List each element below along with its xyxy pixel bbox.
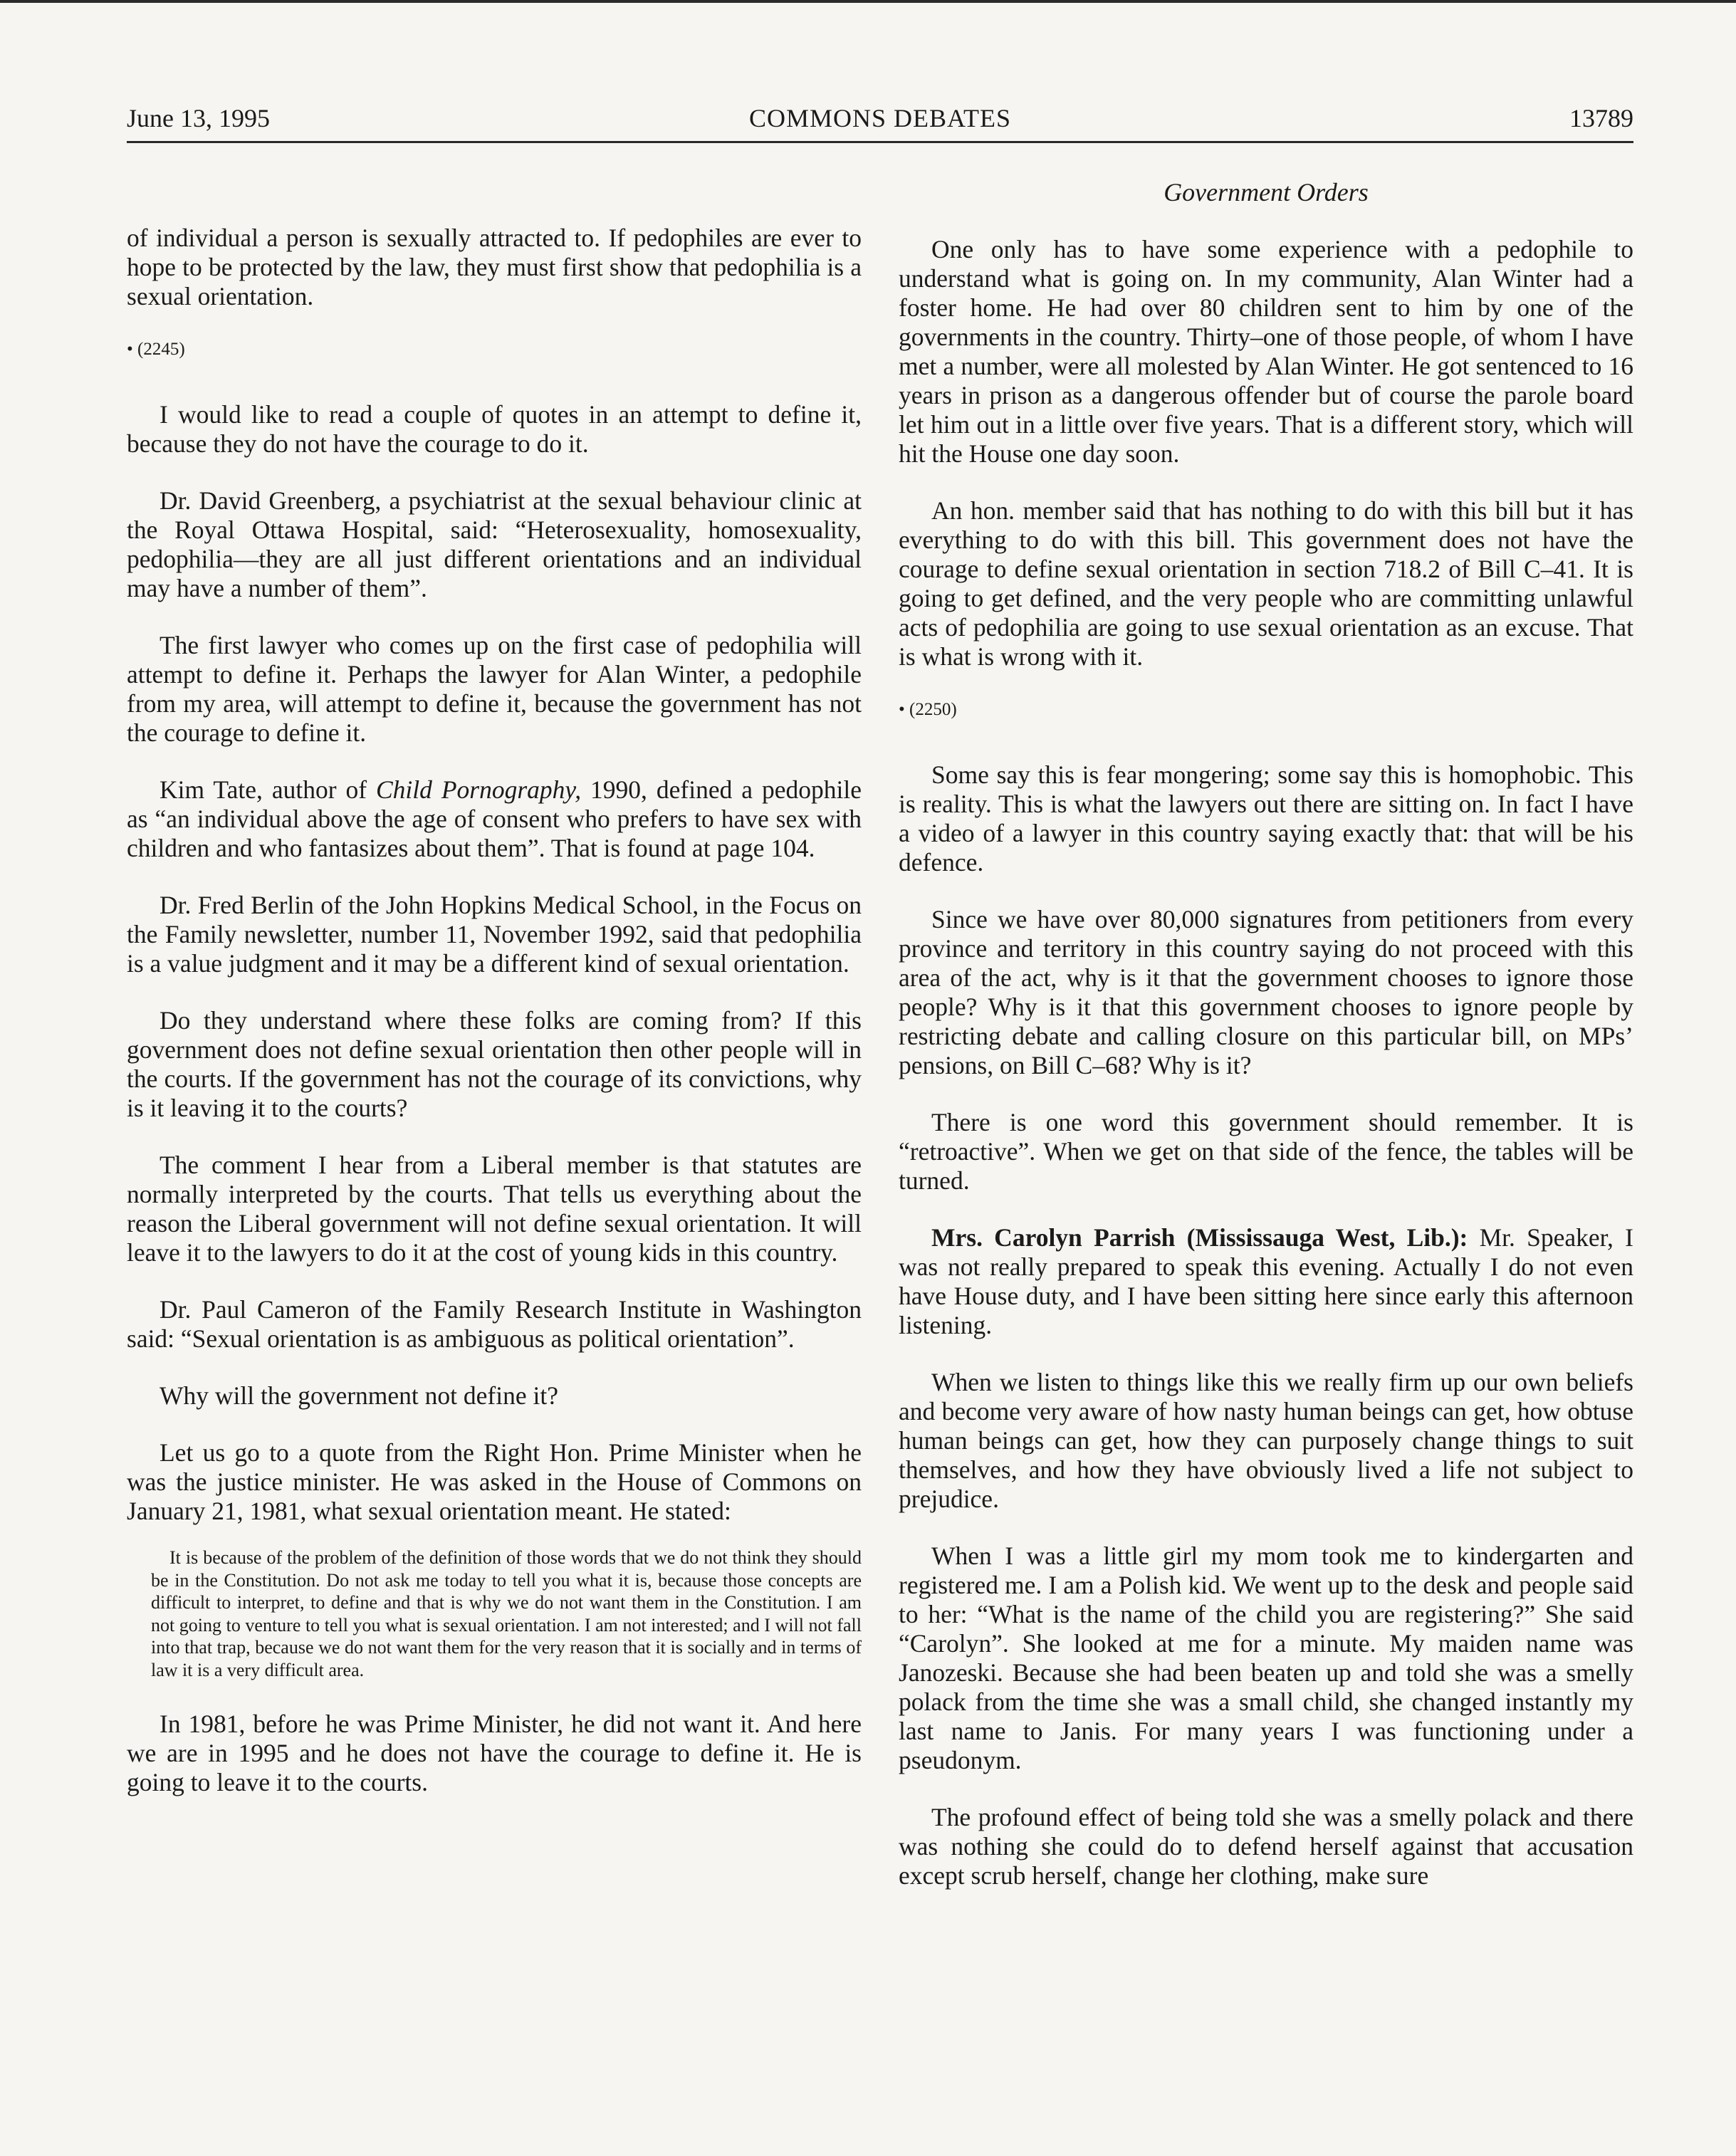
top-border (0, 0, 1736, 3)
speaker-name: Mrs. Carolyn Parrish (Mississauga West, Lib.): (931, 1223, 1468, 1252)
paragraph: Why will the government not define it? (160, 1381, 558, 1410)
time-stamp: • (2250) (899, 700, 957, 719)
block-quote: It is because of the problem of the definition of those words that we do not think they should be in the Constitution. Do not ask me today to tell you what it is, because those concepts are difficult to interpret, to define and that is why we do not want them in the Constitution. I am not going to venture to tell you what is sexual orientation. I am not interested; and I will not fall into that trap, because we do not want them for the very reason that it is socially and in terms of law it is a very difficult area. (151, 1547, 862, 1680)
header-rule (127, 141, 1633, 143)
paragraph (899, 1223, 1633, 1340)
paragraph: When I was a little girl my mom took me to kindergarten and registered me. I am a Polish kid. We went up to the desk and people said to her: “What is the name of the child you are registering?” She said “Carolyn”. She looked at me for a minute. My maiden name was Janozeski. Because she had been beaten up and told she was a smelly polack from the time she was a small child, she changed instantly my last name to Janis. For many years I was functioning under a pseudonym. (899, 1542, 1633, 1774)
header-title: COMMONS DEBATES (748, 104, 1012, 132)
paragraph: In 1981, before he was Prime Minister, he did not want it. And here we are in 1995 and he does not have the courage to define it. He is going to leave it to the courts. (127, 1710, 862, 1796)
header-date: June 13, 1995 (127, 104, 270, 132)
paragraph-text: Kim Tate, author of (160, 775, 376, 804)
paragraph (127, 775, 862, 863)
paragraph: An hon. member said that has nothing to do with this bill but it has everything to do with this bill. This government does not have the courage to define sexual orientation in section 718.2 of Bill C–41. It is going to get defined, and the very people who are committing unlawful acts of pedophilia are going to use sexual orientation as an excuse. That is what is wrong with it. (899, 496, 1633, 671)
paragraph: One only has to have some experience with a pedophile to understand what is going on. In my community, Alan Winter had a foster home. He had over 80 children sent to him by one of the governments in the country. Thirty–one of those people, of whom I have met a number, were all molested by Alan Winter. He got sentenced to 16 years in prison as a dangerous offender but of course the parole board let him out in a little over five years. That is a different story, which will hit the House one day soon. (899, 235, 1633, 468)
left-column (127, 224, 862, 1825)
paragraph: There is one word this government should remember. It is “retroactive”. When we get on that side of the fence, the tables will be turned. (899, 1108, 1633, 1195)
paragraph: Let us go to a quote from the Right Hon. Prime Minister when he was the justice minister. He was asked in the House of Commons on January 21, 1981, what sexual orientation meant. He stated: (127, 1438, 862, 1525)
paragraph-text: Mr. Speaker, I was not really prepared to speak this evening. Actually I do not even have House duty, and I have been sitting here since early this afternoon listening. (899, 1223, 1633, 1339)
paragraph: Some say this is fear mongering; some say this is homophobic. This is reality. This is what the lawyers out there are sitting on. In fact I have a video of a lawyer in this country saying exactly that: that will be his defence. (899, 760, 1633, 876)
paragraph: The profound effect of being told she was a smelly polack and there was nothing she could do to defend herself against that accusation except scrub herself, change her clothing, make sure (899, 1803, 1633, 1890)
section-heading: Government Orders (1164, 178, 1369, 206)
paragraph-text: 1990, defined a pedophile as “an individual above the age of consent who prefers to have sex with children and who fantasizes about them”. That is found at page 104. (127, 775, 862, 862)
paragraph: When we listen to things like this we really firm up our own beliefs and become very aware of how nasty human beings can get, how obtuse human beings can get, how they can purposely change things to suit themselves, and how they have obviously lived a life not subject to prejudice. (899, 1368, 1633, 1513)
paragraph: of individual a person is sexually attracted to. If pedophiles are ever to hope to be protected by the law, they must first show that pedophilia is a sexual orientation. (127, 224, 862, 310)
right-column (899, 235, 1633, 1918)
paragraph: Dr. Paul Cameron of the Family Research Institute in Washington said: “Sexual orientation is as ambiguous as political orientation”. (127, 1295, 862, 1353)
paragraph: Dr. David Greenberg, a psychiatrist at the sexual behaviour clinic at the Royal Ottawa Hospital, said: “Heterosexuality, homosexuality, pedophilia—they are all just different orientations and an individual may have a number of them”. (127, 486, 862, 602)
paragraph: Do they understand where these folks are coming from? If this government does not define sexual orientation then other people will in the courts. If the government has not the courage of its convictions, why is it leaving it to the courts? (127, 1006, 862, 1122)
book-title: Child Pornography, (376, 775, 582, 804)
paragraph: Dr. Fred Berlin of the John Hopkins Medical School, in the Focus on the Family newsletter, number 11, November 1992, said that pedophilia is a value judgment and it may be a different kind of sexual orientation. (127, 891, 862, 978)
paragraph: Since we have over 80,000 signatures from petitioners from every province and territory in this country saying do not proceed with this area of the act, why is it that the government chooses to ignore those people? Why is it that this government chooses to ignore people by restricting debate and calling closure on this particular bill, on MPs’ pensions, on Bill C–68? Why is it? (899, 905, 1633, 1079)
paragraph: The first lawyer who comes up on the first case of pedophilia will attempt to define it. Perhaps the lawyer for Alan Winter, a pedophile from my area, will attempt to define it, because the government has not the courage to define it. (127, 631, 862, 747)
page-header (127, 100, 1633, 137)
paragraph: The comment I hear from a Liberal member is that statutes are normally interpreted by the courts. That tells us everything about the reason the Liberal government will not define sexual orientation. It will leave it to the lawyers to do it at the cost of young kids in this country. (127, 1151, 862, 1267)
time-stamp: • (2245) (127, 340, 185, 359)
paragraph: I would like to read a couple of quotes in an attempt to define it, because they do not have the courage to do it. (127, 400, 862, 458)
header-page-number: 13789 (1569, 104, 1633, 132)
